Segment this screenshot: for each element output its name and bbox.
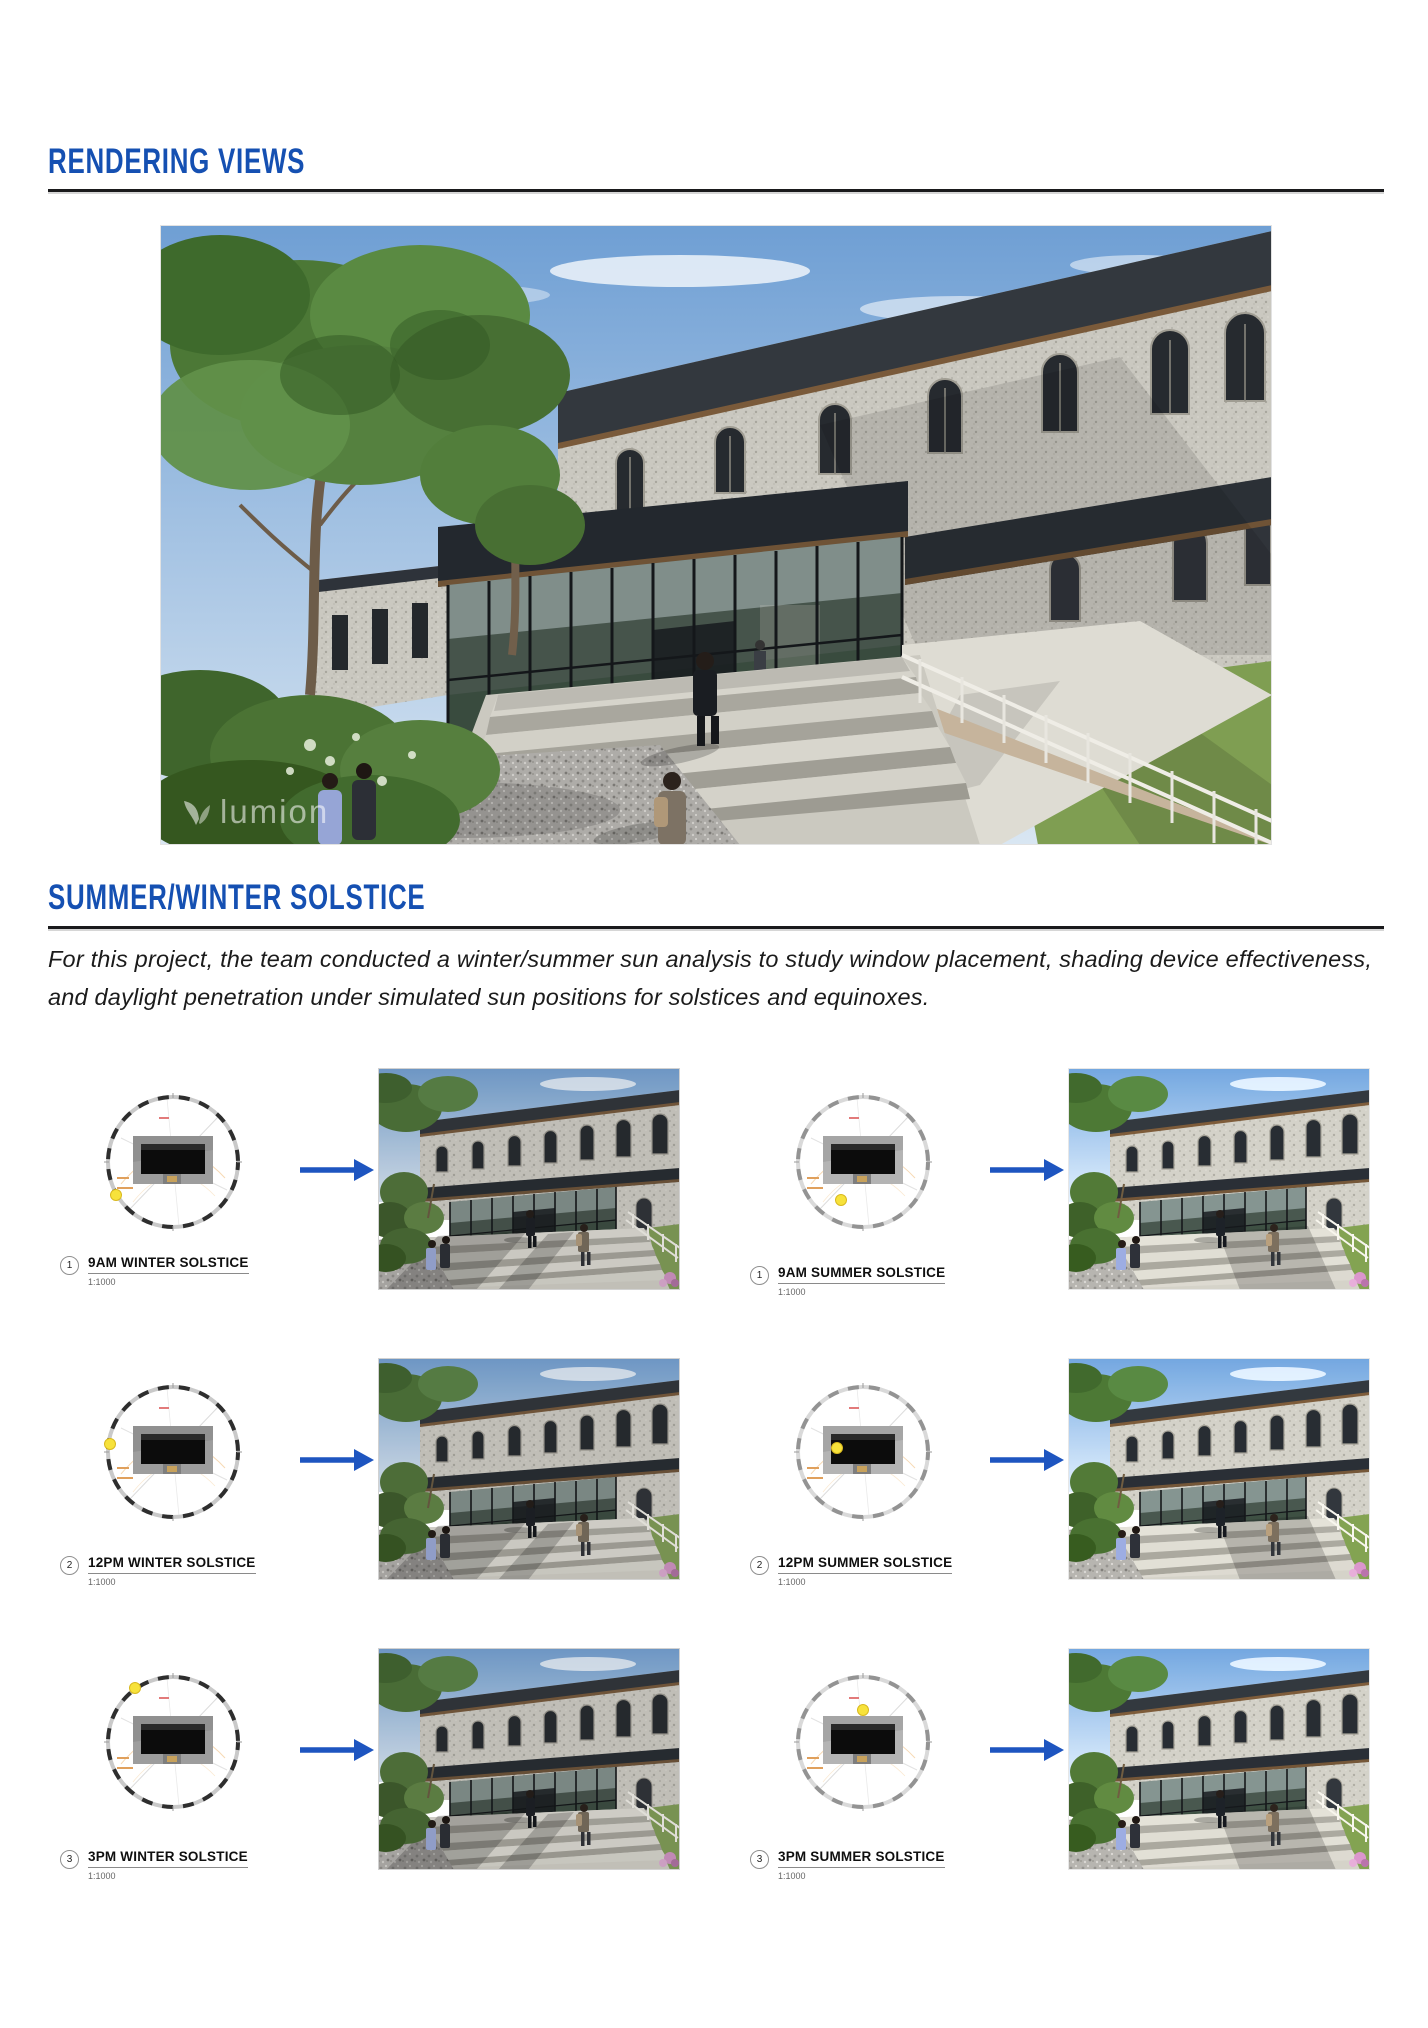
detail-number-badge: 1 <box>750 1266 769 1285</box>
hero-rendering-image <box>160 225 1272 845</box>
sun-marker <box>111 1190 122 1201</box>
detail-number-badge: 2 <box>750 1556 769 1575</box>
solstice-cell-12pm-summer <box>738 1352 1428 1642</box>
sun-path-diagram <box>103 1092 243 1232</box>
caption-title: 9AM SUMMER SOLSTICE <box>778 1265 945 1284</box>
section-divider <box>48 926 1384 929</box>
rendering-thumbnail <box>1068 1358 1370 1580</box>
caption-scale: 1:1000 <box>778 1577 806 1587</box>
caption-title: 9AM WINTER SOLSTICE <box>88 1255 249 1274</box>
rendering-thumbnail <box>378 1068 680 1290</box>
section-title-rendering-views: RENDERING VIEWS <box>48 142 306 181</box>
caption-title: 12PM SUMMER SOLSTICE <box>778 1555 952 1574</box>
sun-marker <box>836 1195 847 1206</box>
sun-path-diagram <box>793 1382 933 1522</box>
arrow-right-icon <box>988 1156 1066 1184</box>
diagram-caption <box>60 1254 249 1287</box>
lumion-watermark <box>182 793 329 831</box>
sun-path-diagram <box>793 1672 933 1812</box>
caption-scale: 1:1000 <box>778 1871 806 1881</box>
sun-marker <box>858 1705 869 1716</box>
caption-scale: 1:1000 <box>88 1871 116 1881</box>
caption-title: 3PM SUMMER SOLSTICE <box>778 1849 945 1868</box>
solstice-cell-12pm-winter <box>48 1352 738 1642</box>
lumion-watermark-text: lumion <box>220 793 330 830</box>
diagram-caption <box>60 1554 256 1587</box>
sun-path-diagram <box>103 1672 243 1812</box>
solstice-cell-3pm-winter <box>48 1642 738 1932</box>
solstice-cell-3pm-summer <box>738 1642 1428 1932</box>
rendering-thumbnail <box>378 1648 680 1870</box>
arrow-right-icon <box>298 1156 376 1184</box>
arrow-right-icon <box>988 1736 1066 1764</box>
solstice-cell-9am-winter <box>48 1062 738 1352</box>
rendering-thumbnail <box>378 1358 680 1580</box>
solstice-intro-paragraph: For this project, the team conducted a winter/summer sun analysis to study window placement, shading device effectiveness, and daylight penetration under simulated sun positions for solstices and equinoxes. <box>48 946 1373 1010</box>
detail-number-badge: 3 <box>60 1850 79 1869</box>
rendering-thumbnail <box>1068 1068 1370 1290</box>
diagram-caption <box>60 1848 248 1881</box>
detail-number-badge: 2 <box>60 1556 79 1575</box>
sun-marker <box>105 1439 116 1450</box>
rendering-thumbnail <box>1068 1648 1370 1870</box>
sun-path-diagram <box>103 1382 243 1522</box>
sun-marker <box>130 1683 141 1694</box>
caption-title: 3PM WINTER SOLSTICE <box>88 1849 248 1868</box>
caption-scale: 1:1000 <box>88 1577 116 1587</box>
lumion-leaf-icon <box>182 797 212 827</box>
diagram-caption <box>750 1848 945 1881</box>
sun-path-diagram <box>793 1092 933 1232</box>
caption-title: 12PM WINTER SOLSTICE <box>88 1555 256 1574</box>
arrow-right-icon <box>298 1446 376 1474</box>
sun-marker <box>832 1443 843 1454</box>
arrow-right-icon <box>988 1446 1066 1474</box>
arrow-right-icon <box>298 1736 376 1764</box>
section-title-solstice: SUMMER/WINTER SOLSTICE <box>48 878 426 917</box>
section-divider <box>48 189 1384 192</box>
hero-rendering-scene <box>160 225 1272 845</box>
diagram-caption <box>750 1554 952 1587</box>
diagram-caption <box>750 1264 945 1297</box>
solstice-cell-9am-summer <box>738 1062 1428 1352</box>
detail-number-badge: 1 <box>60 1256 79 1275</box>
detail-number-badge: 3 <box>750 1850 769 1869</box>
caption-scale: 1:1000 <box>778 1287 806 1297</box>
caption-scale: 1:1000 <box>88 1277 116 1287</box>
